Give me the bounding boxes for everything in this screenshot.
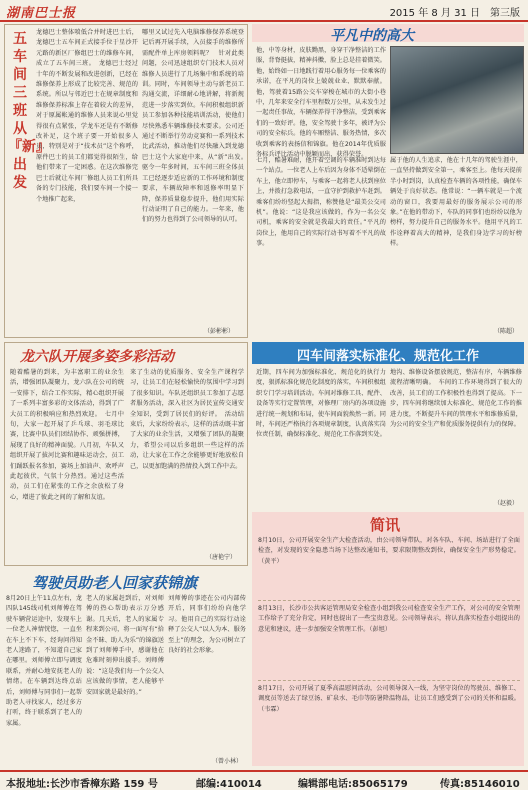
brief-item-1: 8月10日，公司开展安全生产大检查活动，由公司领导带队，对各车队、车间、场站进行了全面检查，对发现的安全隐患当场下达整改通知书，要求限期整改到位，确保安全生产形势稳定。（黄平） [258, 537, 520, 565]
masthead [0, 0, 528, 22]
article-1-col2: 哪里又试过先入电脑维修保养系统登记后再开展手续，入员接手的维修所需配件单上库房领料呢？ 针对此类问题，公司迅速组织专门技术人员对维修人员进行了几场集中和系统的培训。同时，车间领导主动与新老员工沟通交流，详细耐心地讲解，将新规范进一步落实到位。车间积极组织新员工参加各种技能培训活动，使他们尽快熟悉车辆维修技术要求。公司还通过不断举行劳动竞赛和一系列技术比武活动，推动他们尽快融入到龙德巴士这个大家庭中来，从“新”出发。 驱令一年多时间，五车间三班全体员工已经逐步适应新的工作环境和制度要求，车辆故障率和返修率明显下降，保养质量稳步提升，他们用实际行动证明了自己的能力。一年来，他们的努力也得到了公司领导的认可。 [142, 29, 251, 224]
article-3-col1: 随着酷暑的到来，为丰富职工的业余生活，增强团队凝聚力，龙六队在公司的统一安排下，结合工作实际，精心组织开展了一系列丰富多彩的文体活动，得到了广大员工的积极响应和热烈欢迎。 七月中旬，大家一起开展了乒乓球、羽毛球比赛，比赛中队员们团结协作、顽强拼搏，展现了良好的精神面貌。八月初，车队又组织开展了拔河比赛和趣味运动会，员工们踊跃报名参加，赛场上加油声、欢呼声此起彼伏，气氛十分热烈。通过这些活动，员工们在紧张的工作之余放松了身心，增进了彼此之间的了解和友谊。 [10, 369, 124, 501]
article-1-signature: （彭彬彬） [204, 328, 235, 335]
article-5-col3: 刘师傅的事迹在公司内部传开后，同事们纷纷向他学习。他用自己的实际行动诠释了公交人“以人为本、服务至上”的理念，为公司树立了良好的社会形象。 [168, 595, 246, 655]
article-5-signature: （曾小林） [212, 758, 243, 765]
article-1-title: 五车间三班从『新』出发 [8, 31, 50, 191]
brief-item-3: 8月17日，公司开展了夏季高温慰问活动，公司领导深入一线，为坚守岗位的驾驶员、维修工、调度员等送去了绿豆汤、矿泉水、毛巾等防暑降温物品，让员工们感受到了公司的关怀和温暖。（韦霖） [258, 685, 520, 713]
article-5-col2: 老人的家属赶到后，对刘师傅的热心帮助表示万分感谢。几天后，老人的家属专程来到公司，将一面写有“拾金不昧、助人为乐”的锦旗送到了刘师傅手中，感谢他在危难时刻伸出援手。刘师傅说：“这是我们每一个公交人应该做的事情，老人能够平安回家就是最好的。” [86, 595, 164, 696]
issue-date: 2015 年 8 月 31 日 第三版 [389, 8, 520, 19]
newspaper-logo: 湖南巴士报 [6, 6, 77, 21]
article-4-title: 四车间落实标准化、规范化工作 [296, 349, 479, 364]
article-2-col2: 七月，酷暑难耐，他开着空调的车辆准时到达每一个站点。一位老人上车后因为身体不适晕倒在车上，他立即停车，与乘客一起将老人扶到座位上，并拨打急救电话，一直守护到救护车赶到。乘客们纷纷竖起大拇指，称赞他是“最美公交司机”。他说：“这是我应该做的，作为一名公交司机，乘客的安全就是我最大的责任。”平凡的岗位上，他用自己的实际行动书写着不平凡的故事。 [256, 157, 386, 248]
footer-editor-phone: 编辑部电话:85065179 [298, 779, 408, 790]
briefs-title: 简讯 [370, 516, 401, 534]
briefs-divider-2 [258, 680, 520, 681]
article-5-col1: 8月20日上午11点左右，龙四队145线司机刘师傅在驾驶车辆营运途中，发现车上一位老人神情恍惚，一直坐在车上不下车，经询问得知老人迷路了，不知道自己家在哪里。刘师傅立即与调度联系，并耐心地安抚老人的情绪。在车辆到达终点站后，刘师傅与同事们一起帮助老人寻找家人，经过多方打听，终于联系到了老人的家属。 [6, 595, 82, 727]
article-1-col1: 龙德巴士整体喷低合并时进巴士后，龙德巴士五车间正式接手位于星沙开元路的新区厂修组巴士的维修车间，成立了五车间三班。 龙德巴士经过十年的不断发展和改进创新，已经在维修保养上形成了比较完善、规范的系统。所以与邻近巴士在规章制度和维修保养标准上存在着较大的差异，对于原属帐通的维修人员来说心里觉得很有点紧张，学龙车还是有不断修改补足，这个班子要一开始很多人员，特别是对于“技术员”这个称呼，原件巴士的员工们都觉得很陌生，给他们带来了一定困惑。在这次维修完巴士后就让车间厂修组人员工们所具备的专门技能，我们要车间一个接一个地推广起来， [36, 29, 138, 203]
article-4-col1: 近期，四车间为加强标准化、规范化的执行力度，狠抓标准化规范化制度的落实，车间积极组织专门学习培训活动。车间对维修工具、配件、设备等实行定置管理，对修理厂房内的各项设施进行统一规划和布局，使车间面貌焕然一新。同时，车间还严格执行各项规章制度，认真落实岗位责任制，确保标准化、规范化工作落到实处。 [256, 369, 386, 439]
article-4-col2: 地沟、维修设备摆放规范，整洁有序，车辆维修流程清晰明确。 车间的工作环境得到了很大的改善，员工们的工作积极性也得到了提高。下一步，四车间将继续加大标准化、规范化工作的推进力度，不断提升车间的管理水平和维修质量，为公司的安全生产和优质服务提供有力的保障。 [390, 369, 522, 429]
article-2-col1: 他，中等身材，皮肤黝黑，身穿干净整洁的工作服，背脊挺拔，精神抖擞，脸上总是挂着微笑。他，始终如一日地践行着用心服务每一位乘客的承诺，在平凡的岗位上兢兢业业、默默奉献。他，驾驶着15路公交车穿梭在城市的大街小巷中，几年来安全行车里程数万公里，从未发生过一起责任事故，车辆保养得干净整洁，受到乘客们的一致好评。他，安全驾驶十多年，被评为公司的安全标兵。他的车厢整洁、服务热情，多次收到乘客的表扬信和锦旗。他在2014年优质服务标兵评比活动中脱颖而出，获得荣誉。 [256, 47, 386, 159]
article-3-title: 龙六队开展多姿多彩活动 [20, 349, 174, 365]
brief-item-2: 8月13日，长沙市公共客运管理局安全检查小组到我公司检查安全生产工作，对公司的安全管理工作给予了充分肯定，同时也提出了一些宝贵意见。公司领导表示，将认真落实检查小组提出的意见和建议，进一步加强安全管理工作。（彭旭） [258, 605, 520, 633]
article-2-title: 平凡中的高大 [330, 28, 414, 44]
footer-address: 本报地址:长沙市香樟东路 159 号 [6, 779, 158, 790]
article-3-col2: 来了生动的优质服务、安全生产课程学习，让员工们在轻松愉快的氛围中学习到了很多知识。车队还组织员工参加了志愿者服务活动，深入社区为居民宣传交通安全知识，受到了居民们的好评。 活动结束后，大家纷纷表示，这样的活动既丰富了大家的业余生活，又增强了团队的凝聚力，希望公司以后多组织一些这样的活动，让大家在工作之余能够更好地放松自己，以更加饱满的热情投入到工作中去。 [130, 369, 244, 470]
footer-fax: 传真:85146010 [440, 779, 520, 790]
driver-photo [390, 46, 524, 154]
article-5-title: 驾驶员助老人回家获锦旗 [32, 574, 198, 592]
briefs-divider-1 [258, 600, 520, 601]
article-3-signature: （唐艳宁） [206, 554, 237, 561]
article-2-signature: （陈超） [494, 328, 519, 335]
footer-postcode: 邮编:410014 [196, 779, 262, 790]
article-4-signature: （赵毅） [494, 500, 519, 507]
footer [0, 770, 528, 788]
article-2-col3: 属于他的人生追求，他在十几年的驾驶生涯中，一直坚持做到安全第一，乘客至上。他每天提前半小时到岗，认真检查车辆的各项性能，确保车辆处于良好状态。他常说：“一辆车就是一个流动的窗口，我要用最好的服务展示公司的形象。”在他的带动下，车队的同事们也纷纷以他为榜样，努力提升自己的服务水平。他用平凡的工作诠释着高大的精神，是我们身边学习的好榜样。 [390, 157, 522, 248]
